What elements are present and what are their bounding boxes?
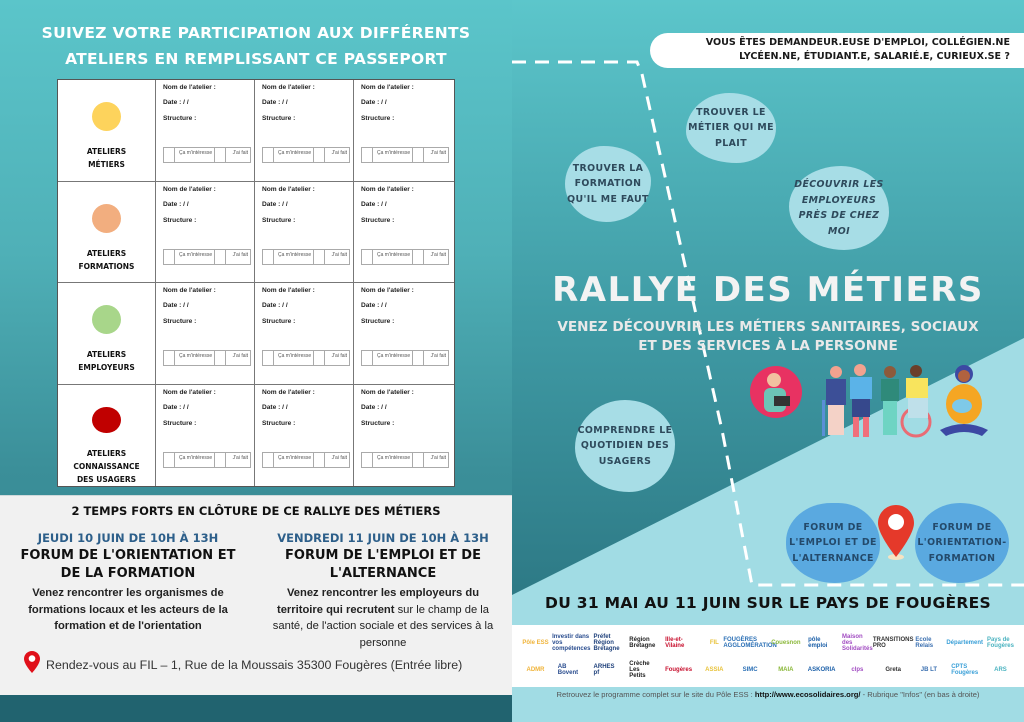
workshop-checkboxes — [262, 452, 350, 468]
interest-label: Ça m'intéresse — [175, 453, 215, 467]
done-checkbox[interactable] — [215, 250, 226, 264]
workshop-name-field[interactable]: Nom de l'atelier : — [361, 388, 414, 396]
partner-logo: SIMC — [742, 666, 758, 673]
partner-logo: AB Bovent — [557, 663, 579, 676]
done-checkbox[interactable] — [215, 453, 226, 467]
care-workers-illustration — [750, 360, 990, 440]
done-label: J'ai fait — [430, 251, 446, 258]
partner-logo: ASKORIA — [807, 666, 836, 673]
workshop-checkboxes — [361, 452, 449, 468]
done-checkbox[interactable] — [215, 148, 226, 162]
workshop-date-field[interactable]: Date : / / — [163, 99, 189, 106]
workshop-entry-cell[interactable] — [156, 80, 255, 181]
event-date: JEUDI 10 JUIN DE 10H À 13H — [37, 531, 219, 545]
event-description-bold: Venez rencontrer les employeurs du territoire qui recrutent — [276, 587, 480, 616]
bubble-forum-orientation: FORUM DE L'ORIENTATION-FORMATION — [915, 503, 1009, 583]
category-label-line: MÉTIERS — [88, 160, 125, 169]
category-color-dot — [92, 102, 121, 131]
event-title: FORUM DE L'EMPLOI ET DE L'ALTERNANCE — [285, 548, 481, 581]
workshop-name-field[interactable]: Nom de l'atelier : — [361, 84, 414, 91]
interest-label: Ça m'intéresse — [373, 250, 413, 264]
workshop-name-field[interactable]: Nom de l'atelier : — [262, 287, 315, 294]
done-checkbox[interactable] — [314, 453, 325, 467]
workshop-category — [58, 182, 156, 283]
interest-checkbox[interactable] — [362, 351, 373, 365]
category-color-dot — [92, 407, 121, 434]
partner-logo: TRANSITIONS PRO — [872, 636, 914, 649]
workshop-checkboxes — [163, 249, 251, 265]
workshop-structure-field[interactable]: Structure : — [163, 419, 197, 427]
done-label: J'ai fait — [430, 150, 446, 156]
workshop-structure-field[interactable]: Structure : — [361, 115, 395, 122]
interest-checkbox[interactable] — [362, 453, 373, 467]
location-pin-icon — [878, 505, 914, 561]
workshop-checkboxes — [262, 350, 350, 366]
workshop-structure-field[interactable]: Structure : — [163, 318, 197, 325]
bubble-decouvrir-employeurs: DÉCOUVRIR LES EMPLOYEURS PRÈS DE CHEZ MOI — [789, 166, 889, 250]
done-label: J'ai fait — [331, 454, 347, 461]
interest-label: Ça m'intéresse — [175, 250, 215, 264]
workshop-checkboxes — [163, 350, 251, 366]
done-label: J'ai fait — [232, 150, 248, 156]
partner-logo: CPTS Fougères — [951, 663, 979, 676]
category-label-line: ATELIERS — [86, 248, 127, 258]
partner-logo: FIL — [709, 639, 719, 646]
partner-logo: JB LT — [920, 666, 938, 673]
interest-checkbox[interactable] — [164, 250, 175, 264]
interest-label: Ça m'intéresse — [373, 148, 413, 162]
category-label-line: ATELIERS — [86, 350, 127, 359]
interest-label: Ça m'intéresse — [274, 148, 314, 162]
workshop-name-field[interactable]: Nom de l'atelier : — [361, 185, 414, 193]
interest-checkbox[interactable] — [362, 250, 373, 264]
category-color-dot — [92, 305, 121, 334]
partner-logo: MAIA — [778, 666, 794, 673]
partner-logo: Crèche Les Petits — [629, 660, 650, 679]
passport-title-line1: SUIVEZ VOTRE PARTICIPATION AUX DIFFÉRENTS — [41, 24, 471, 42]
done-label: J'ai fait — [430, 353, 446, 359]
passport-title — [0, 20, 512, 72]
workshop-structure-field[interactable]: Structure : — [361, 318, 395, 325]
done-checkbox[interactable] — [413, 453, 424, 467]
partner-logo: ARHES pf — [593, 663, 615, 676]
workshop-entry-cell[interactable] — [255, 385, 354, 487]
workshop-category — [58, 283, 156, 384]
interest-checkbox[interactable] — [263, 250, 274, 264]
workshop-entry-cell[interactable] — [354, 385, 453, 487]
partner-logo: ADMR — [526, 666, 545, 673]
category-label — [87, 145, 126, 171]
workshop-entry-cell[interactable] — [156, 385, 255, 487]
audience-line1: VOUS ÊTES DEMANDEUR.EUSE D'EMPLOI, COLLÉGIEN.NE — [705, 37, 1010, 48]
poster-subtitle — [512, 318, 1024, 356]
category-label-line: ATELIERS — [86, 449, 127, 458]
event-forum-emploi — [258, 529, 508, 651]
workshop-date-field[interactable]: Date : / / — [163, 302, 189, 309]
event-date: VENDREDI 11 JUIN DE 10H À 13H — [277, 531, 489, 545]
workshop-entry-cell[interactable] — [354, 283, 453, 384]
passport-row — [58, 182, 454, 284]
partner-logo: Pôle ESS — [522, 639, 549, 646]
workshop-name-field[interactable]: Nom de l'atelier : — [163, 287, 216, 294]
interest-checkbox[interactable] — [263, 351, 274, 365]
category-label-line: DES USAGERS — [76, 475, 137, 484]
passport-row — [58, 283, 454, 385]
map-pin-icon — [24, 651, 40, 679]
workshop-structure-field[interactable]: Structure : — [262, 115, 296, 122]
workshop-entry-cell[interactable] — [156, 182, 255, 283]
address-text: Rendez-vous au FIL – 1, Rue de la Moussais 35300 Fougères (Entrée libre) — [46, 658, 463, 672]
partner-logos — [512, 625, 1024, 687]
interest-label: Ça m'intéresse — [175, 351, 215, 365]
workshop-structure-field[interactable]: Structure : — [262, 419, 296, 427]
events-title: 2 TEMPS FORTS EN CLÔTURE DE CE RALLYE DES MÉTIERS — [71, 504, 441, 518]
partner-logo: Maison des Solidarités — [842, 633, 873, 652]
interest-label: Ça m'intéresse — [373, 453, 413, 467]
done-checkbox[interactable] — [413, 250, 424, 264]
workshop-structure-field[interactable]: Structure : — [163, 115, 197, 122]
interest-checkbox[interactable] — [164, 453, 175, 467]
interest-checkbox[interactable] — [362, 148, 373, 162]
partner-logo: FOUGÈRES AGGLOMÉRATION — [723, 636, 777, 649]
subtitle-line1: VENEZ DÉCOUVRIR LES MÉTIERS SANITAIRES, SOCIAUX — [557, 319, 979, 335]
done-checkbox[interactable] — [314, 148, 325, 162]
category-label — [73, 447, 139, 486]
interest-checkbox[interactable] — [263, 148, 274, 162]
workshop-checkboxes — [262, 147, 350, 163]
done-label: J'ai fait — [331, 150, 347, 156]
interest-checkbox[interactable] — [164, 148, 175, 162]
workshop-entry-cell[interactable] — [255, 80, 354, 181]
workshop-structure-field[interactable]: Structure : — [361, 216, 395, 224]
done-checkbox[interactable] — [413, 351, 424, 365]
credits-suffix: - Rubrique "Infos" (en bas à droite) — [860, 690, 980, 699]
workshop-checkboxes — [361, 147, 449, 163]
audience-line2: LYCÉEN.NE, ÉTUDIANT.E, SALARIÉ.E, CURIEUX.SE ? — [739, 51, 1010, 62]
workshop-checkboxes — [361, 350, 449, 366]
workshop-entry-cell[interactable] — [354, 182, 453, 283]
workshop-entry-cell[interactable] — [255, 283, 354, 384]
workshop-date-field[interactable]: Date : / / — [361, 302, 387, 309]
done-label: J'ai fait — [232, 251, 248, 258]
partner-logo: Greta — [885, 666, 901, 673]
event-title: FORUM DE L'ORIENTATION ET DE LA FORMATION — [20, 548, 236, 581]
workshop-checkboxes — [163, 452, 251, 468]
partner-logo: ASSIA — [705, 666, 724, 673]
workshop-name-field[interactable]: Nom de l'atelier : — [262, 84, 315, 91]
workshop-date-field[interactable]: Date : / / — [262, 99, 288, 106]
partner-logo: Département — [946, 639, 984, 646]
partner-logo: Pays de Fougères — [986, 636, 1014, 649]
partner-logo: Préfet Région Bretagne — [593, 633, 620, 652]
category-label — [79, 247, 135, 273]
partner-logo: Investir dans vos compétences — [552, 633, 591, 652]
passport-grid — [57, 79, 455, 487]
interest-checkbox[interactable] — [263, 453, 274, 467]
done-checkbox[interactable] — [314, 250, 325, 264]
workshop-structure-field[interactable]: Structure : — [163, 216, 197, 224]
done-checkbox[interactable] — [215, 351, 226, 365]
workshop-entry-cell[interactable] — [354, 80, 453, 181]
bubble-trouver-metier: TROUVER LE MÉTIER QUI ME PLAIT — [686, 93, 776, 163]
workshop-name-field[interactable]: Nom de l'atelier : — [262, 185, 315, 193]
bottom-band — [0, 695, 512, 722]
event-address — [24, 651, 462, 679]
workshop-structure-field[interactable]: Structure : — [262, 318, 296, 325]
workshop-name-field[interactable]: Nom de l'atelier : — [361, 287, 414, 294]
logo-row — [520, 656, 1016, 683]
partner-logo: Région Bretagne — [629, 636, 656, 649]
bubble-comprendre-usagers: COMPRENDRE LE QUOTIDIEN DES USAGERS — [575, 400, 675, 492]
category-label — [78, 348, 135, 374]
done-checkbox[interactable] — [413, 148, 424, 162]
credits-link[interactable]: http://www.ecosolidaires.org/ — [754, 690, 861, 699]
audience-banner — [650, 33, 1024, 68]
interest-label: Ça m'intéresse — [175, 148, 215, 162]
workshop-date-field[interactable]: Date : / / — [262, 403, 288, 411]
workshop-name-field[interactable]: Nom de l'atelier : — [163, 185, 216, 193]
workshop-checkboxes — [262, 249, 350, 265]
partner-logo: pôle emploi — [808, 636, 828, 649]
workshop-entry-cell[interactable] — [255, 182, 354, 283]
workshop-entry-cell[interactable] — [156, 283, 255, 384]
workshop-date-field[interactable]: Date : / / — [262, 200, 288, 208]
interest-label: Ça m'intéresse — [274, 351, 314, 365]
workshop-name-field[interactable]: Nom de l'atelier : — [262, 388, 315, 396]
done-label: J'ai fait — [232, 454, 248, 461]
interest-label: Ça m'intéresse — [274, 453, 314, 467]
workshop-category — [58, 80, 156, 181]
workshop-date-field[interactable]: Date : / / — [163, 200, 189, 208]
interest-checkbox[interactable] — [164, 351, 175, 365]
partner-logo: Fougères — [665, 666, 693, 673]
partner-logo: clps — [851, 666, 864, 673]
workshop-date-field[interactable]: Date : / / — [361, 403, 387, 411]
subtitle-line2: ET DES SERVICES À LA PERSONNE — [638, 338, 898, 354]
partner-logo: ARS — [994, 666, 1007, 673]
bubble-forum-emploi: FORUM DE L'EMPLOI ET DE L'ALTERNANCE — [786, 503, 880, 583]
workshop-name-field[interactable]: Nom de l'atelier : — [163, 388, 216, 396]
event-dates: DU 31 MAI AU 11 JUIN SUR LE PAYS DE FOUGÈRES — [545, 594, 991, 612]
done-label: J'ai fait — [331, 251, 347, 258]
done-label: J'ai fait — [331, 353, 347, 359]
workshop-checkboxes — [163, 147, 251, 163]
done-checkbox[interactable] — [314, 351, 325, 365]
interest-label: Ça m'intéresse — [373, 351, 413, 365]
workshop-structure-field[interactable]: Structure : — [361, 419, 395, 427]
interest-label: Ça m'intéresse — [274, 250, 314, 264]
done-label: J'ai fait — [430, 454, 446, 461]
passport-row — [58, 80, 454, 182]
event-description: Venez rencontrer les organismes de formations locaux et les acteurs de la formation et de l'orientation — [28, 587, 228, 632]
category-label-line: EMPLOYEURS — [78, 363, 135, 372]
workshop-date-field[interactable]: Date : / / — [262, 302, 288, 309]
partner-logo: Ille-et-Vilaine — [665, 636, 685, 649]
workshop-category — [58, 385, 156, 487]
bubble-trouver-formation: TROUVER LA FORMATION QU'IL ME FAUT — [565, 146, 651, 222]
category-color-dot — [92, 204, 121, 233]
credits-prefix: Retrouvez le programme complet sur le site du Pôle ESS : — [556, 690, 755, 699]
partner-logo: Couesnon — [771, 639, 801, 646]
event-description-rest: sur le champ de la santé, de l'action sociale et des services à la personne — [272, 603, 494, 649]
done-label: J'ai fait — [232, 353, 248, 359]
workshop-checkboxes — [361, 249, 449, 265]
partner-logo: Ecole Relais — [915, 636, 934, 649]
workshop-date-field[interactable]: Date : / / — [163, 403, 189, 411]
workshop-structure-field[interactable]: Structure : — [262, 216, 296, 224]
category-label-line: FORMATIONS — [78, 261, 135, 271]
poster-title: RALLYE DES MÉTIERS — [552, 270, 984, 310]
closing-events — [0, 495, 512, 695]
category-label-line: ATELIERS — [86, 147, 127, 156]
workshop-date-field[interactable]: Date : / / — [361, 99, 387, 106]
event-description — [258, 585, 508, 651]
event-forum-orientation — [3, 529, 253, 635]
passport-row — [58, 385, 454, 487]
program-credits — [512, 690, 1024, 699]
workshop-name-field[interactable]: Nom de l'atelier : — [163, 84, 216, 91]
logo-row — [520, 629, 1016, 656]
category-label-line: CONNAISSANCE — [73, 462, 140, 471]
workshop-date-field[interactable]: Date : / / — [361, 200, 387, 208]
passport-title-line2: ATELIERS EN REMPLISSANT CE PASSEPORT — [65, 50, 447, 68]
